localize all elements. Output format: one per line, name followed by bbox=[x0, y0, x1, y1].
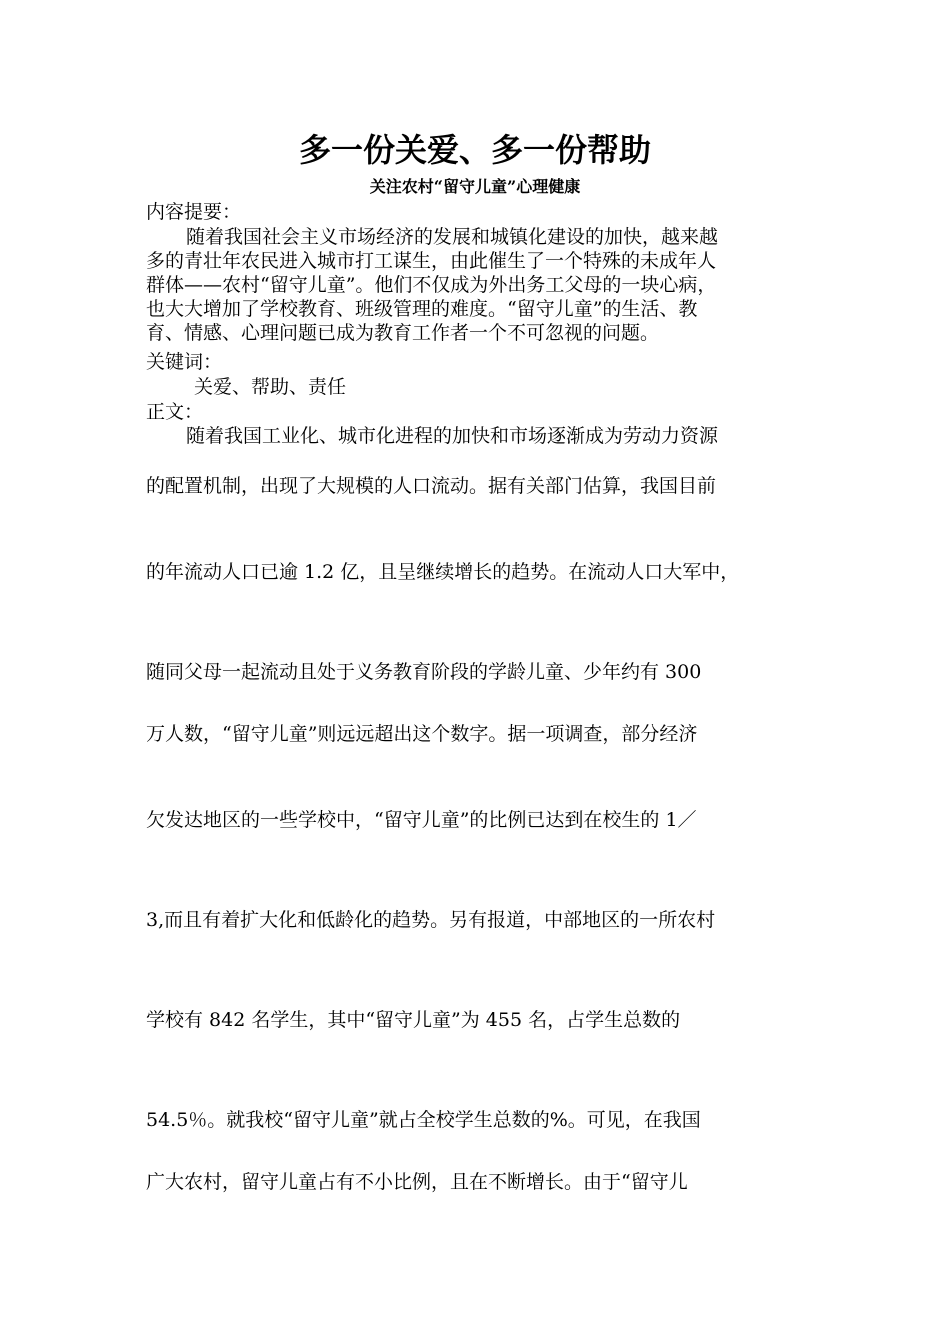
body-line: 的年流动人口已逾 1.2 亿，且呈继续增长的趋势。在流动人口大军中， bbox=[146, 561, 740, 583]
abstract-paragraph bbox=[146, 225, 816, 345]
body-line: 学校有 842 名学生，其中“留守儿童”为 455 名，占学生总数的 bbox=[146, 1009, 681, 1031]
abstract-line: 多的青壮年农民进入城市打工谋生，由此催生了一个特殊的未成年人 bbox=[146, 250, 717, 272]
body-line: 广大农村，留守儿童占有不小比例，且在不断增长。由于“留守儿 bbox=[146, 1171, 688, 1193]
abstract-line: 也大大增加了学校教育、班级管理的难度。“留守儿童”的生活、教 bbox=[146, 298, 698, 320]
body-label: 正文： bbox=[146, 401, 204, 423]
keywords-label: 关键词： bbox=[146, 351, 223, 373]
body-line: 的配置机制，出现了大规模的人口流动。据有关部门估算，我国目前 bbox=[146, 475, 717, 497]
abstract-label: 内容提要： bbox=[146, 201, 242, 223]
document-subtitle: 关注农村“留守儿童”心理健康 bbox=[369, 177, 581, 196]
document-title: 多一份关爱、多一份帮助 bbox=[298, 131, 651, 169]
abstract-line: 群体——农村“留守儿童”。他们不仅成为外出务工父母的一块心病， bbox=[146, 274, 717, 296]
body-line: 万人数，“留守儿童”则远远超出这个数字。据一项调查，部分经济 bbox=[146, 723, 698, 745]
abstract-line: 育、情感、心理问题已成为教育工作者一个不可忽视的问题。 bbox=[146, 322, 660, 344]
body-line: 欠发达地区的一些学校中，“留守儿童”的比例已达到在校生的 1／ bbox=[146, 809, 697, 831]
abstract-line: 随着我国社会主义市场经济的发展和城镇化建设的加快，越来越 bbox=[186, 226, 719, 248]
body-line: 随同父母一起流动且处于义务教育阶段的学龄儿童、少年约有 300 bbox=[146, 661, 702, 683]
body-line: 随着我国工业化、城市化进程的加快和市场逐渐成为劳动力资源 bbox=[186, 425, 719, 447]
keywords: 关爱、帮助、责任 bbox=[194, 376, 347, 398]
body-line: 3,而且有着扩大化和低龄化的趋势。另有报道，中部地区的一所农村 bbox=[146, 909, 716, 931]
body-line: 54.5％。就我校“留守儿童”就占全校学生总数的%。可见，在我国 bbox=[146, 1109, 701, 1131]
